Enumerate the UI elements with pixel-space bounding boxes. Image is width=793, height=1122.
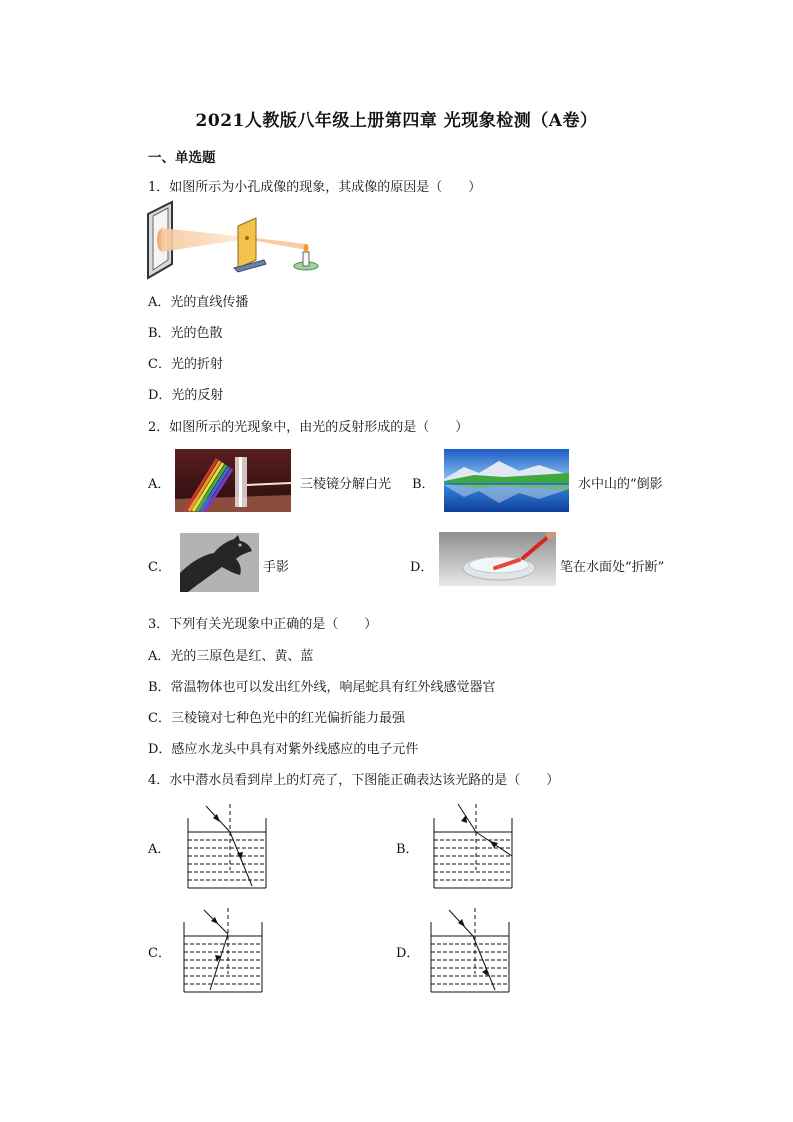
question-1-option-b: B．光的色散 [148, 326, 223, 341]
question-2-option-c-caption: 手影 [263, 560, 290, 575]
refraction-diagram-d [425, 904, 515, 996]
question-3-option-b: B．常温物体也可以发出红外线，响尾蛇具有红外线感觉器官 [148, 680, 496, 695]
question-1-option-d: D．光的反射 [148, 388, 224, 403]
question-2-option-d-letter: D． [410, 560, 434, 575]
prism-dispersion-photo [175, 449, 291, 512]
question-2-option-b-caption: 水中山的“倒影 [578, 477, 663, 492]
question-2-option-c-letter: C． [148, 560, 171, 575]
question-2-option-a-letter: A． [148, 477, 171, 492]
question-2-option-d-caption: 笔在水面处“折断” [560, 560, 665, 575]
question-1-option-c: C．光的折射 [148, 357, 223, 372]
question-4-option-a-letter: A． [148, 842, 171, 857]
refraction-diagram-c [178, 904, 268, 996]
question-4-option-d-letter: D． [396, 946, 420, 961]
question-4-option-b-letter: B． [396, 842, 419, 857]
section-heading: 一、单选题 [148, 150, 216, 166]
pen-in-water-photo [439, 532, 556, 586]
question-3-option-c: C．三棱镜对七种色光中的红光偏折能力最强 [148, 711, 405, 726]
mountain-reflection-photo [444, 449, 569, 512]
question-4-option-c-letter: C． [148, 946, 171, 961]
pinhole-imaging-illustration [146, 200, 326, 282]
question-3-option-a: A．光的三原色是红、黄、蓝 [148, 649, 314, 664]
question-2-stem: 2．如图所示的光现象中，由光的反射形成的是（ ） [148, 420, 469, 435]
page-title: 2021人教版八年级上册第四章 光现象检测（A卷） [195, 111, 598, 131]
refraction-diagram-a [182, 800, 272, 892]
question-2-option-b-letter: B． [412, 477, 435, 492]
refraction-diagram-b [428, 800, 518, 892]
question-1-stem: 1．如图所示为小孔成像的现象，其成像的原因是（ ） [148, 180, 482, 195]
question-2-option-a-caption: 三棱镜分解白光 [300, 477, 392, 492]
hand-shadow-photo [180, 533, 259, 592]
question-1-option-a: A．光的直线传播 [148, 295, 249, 310]
question-3-option-d: D．感应水龙头中具有对紫外线感应的电子元件 [148, 742, 419, 757]
question-4-stem: 4．水中潜水员看到岸上的灯亮了，下图能正确表达该光路的是（ ） [148, 773, 560, 788]
question-3-stem: 3．下列有关光现象中正确的是（ ） [148, 617, 378, 632]
